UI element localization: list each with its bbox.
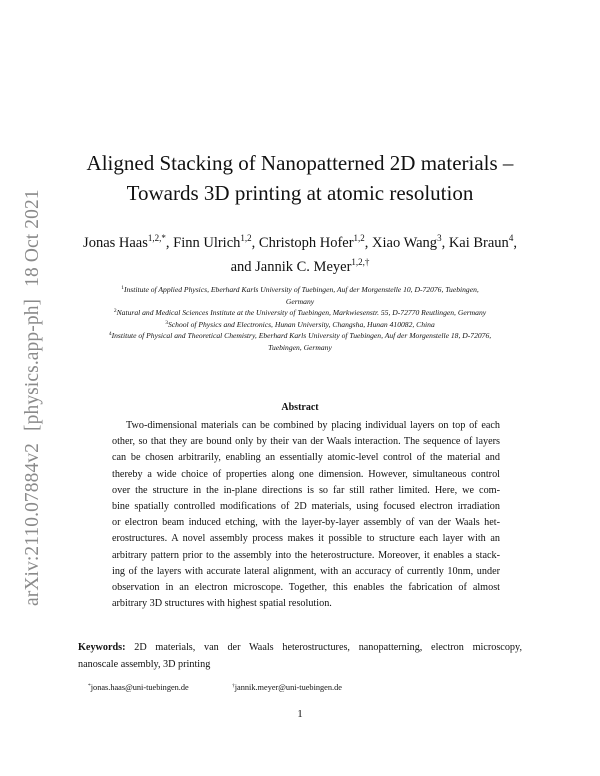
arxiv-category: [physics.app-ph] (22, 298, 43, 431)
author-2-affil: 1,2 (240, 233, 252, 243)
paper-title (78, 148, 522, 208)
author-6-affil: 1,2,† (351, 257, 370, 267)
abstract-line: or electron beam induced etching, with the layer-by-layer assembly of van der Waals het- (112, 517, 500, 529)
author-1: Jonas Haas (83, 235, 148, 251)
author-3: Christoph Hofer (258, 235, 354, 251)
abstract-line: arbitrary pattern prior to the assembly into the heterostructure. Moreover, it enables a stack- (112, 549, 500, 561)
arxiv-sidebar-stamp (22, 189, 44, 606)
keywords-line-1 (78, 640, 522, 657)
affiliation-4 (78, 330, 522, 342)
affil-2-text: Natural and Medical Sciences Institute at the University of Tuebingen, Markwiesenstr. 55, D-72770 Reutlingen, Germany (116, 308, 487, 318)
abstract-body (112, 418, 500, 612)
page-number: 1 (297, 708, 303, 720)
arxiv-id: arXiv:2110.07884v2 (22, 442, 43, 606)
abstract-heading: Abstract (281, 402, 319, 413)
email-haas[interactable]: jonas.haas@uni-tuebingen.de (90, 683, 189, 692)
email-meyer[interactable]: jannik.meyer@uni-tuebingen.de (234, 683, 342, 692)
abstract-line: thereby a wide choice of properties along one dimension. However, simultaneous control (112, 468, 500, 480)
authors-line-2 (78, 255, 522, 279)
footnote-mark-1: * (88, 683, 91, 689)
affiliation-1 (78, 284, 522, 296)
author-list (78, 231, 522, 279)
affil-1-text: Institute of Applied Physics, Eberhard Karls University of Tuebingen, Auf der Morgenstelle 10, D-72076, Tuebingen, (123, 285, 479, 294)
affiliation-1-cont: Germany (285, 296, 315, 306)
affil-4-number: 4 (108, 331, 112, 338)
author-4-affil: 3 (437, 233, 442, 243)
affiliations (78, 284, 522, 354)
author-5: Kai Braun (448, 235, 509, 251)
affiliation-2 (78, 307, 522, 319)
title-line-2: Towards 3D printing at atomic resolution (126, 181, 474, 205)
footnote-email-1 (88, 683, 189, 692)
abstract-line: Two-dimensional materials can be combined by placing individual layers on top of each (126, 420, 500, 431)
affil-3-text: School of Physics and Electronics, Hunan University, Changsha, Hunan 410082, China (168, 319, 435, 329)
footnote-mark-2: † (232, 683, 235, 689)
title-line-1: Aligned Stacking of Nanopatterned 2D materials – (86, 151, 514, 175)
keywords-text-1: 2D materials, van der Waals heterostructures, nanopatterning, electron microscopy, (134, 642, 522, 653)
author-6: Jannik C. Meyer (255, 259, 352, 275)
abstract-line: erostructures. A novel assembly process makes it possible to structure each layer with an (112, 533, 500, 545)
author-5-affil: 4 (508, 233, 514, 243)
authors-line-1: Jonas Haas$^{1,2,*}$, Finn Ulrich$^{1,2}$, Christoph Hofer$^{1,2}$, Xiao Wang$^3$, Kai Braun$^4$, (83, 233, 517, 251)
abstract-line: other, so that they are bound only by their van der Waals interaction. The sequence of layers (112, 436, 500, 448)
affil-2-number: 2 (113, 308, 117, 315)
affiliation-3 (78, 319, 522, 331)
affiliation-4-cont: Tuebingen, Germany (268, 342, 332, 352)
affil-3-number: 3 (165, 319, 168, 326)
keywords (78, 640, 522, 673)
abstract-line: can be chosen arbitrarily, enabling an essentially atomic-level control of the material and (112, 452, 500, 464)
author-1-affil: 1,2,* (147, 233, 166, 243)
affil-4-text: Institute of Physical and Theoretical Chemistry, Eberhard Karls University of Tuebingen, Auf der Morgenstelle 18, D-72076, (111, 331, 492, 341)
affil-1-number: 1 (121, 285, 124, 291)
abstract-line: arbitrary 3D structures with highest spatial resolution. (112, 598, 332, 610)
author-3-affil: 1,2 (353, 233, 365, 243)
abstract-line: observation in an electron microscope. Together, this enables the fabrication of almost (112, 582, 500, 594)
author-2: Finn Ulrich (173, 235, 241, 251)
author-4: Xiao Wang (372, 235, 438, 251)
keywords-label: Keywords: (78, 642, 126, 653)
author-conjunction: and (230, 259, 252, 275)
abstract-line: bine spatially controlled modifications of 2D materials, using focused electron irradiation (112, 501, 500, 513)
abstract-line: over the structure in the in-plane directions is so far still rather limited. Here, we com- (112, 484, 500, 496)
footnote-email-2 (232, 683, 342, 692)
keywords-line-2: nanoscale assembly, 3D printing (78, 658, 211, 670)
arxiv-date: 18 Oct 2021 (22, 189, 43, 287)
abstract-line: ing of the layers with accurate lateral alignment, with an accuracy of currently 10nm, under (112, 565, 500, 577)
